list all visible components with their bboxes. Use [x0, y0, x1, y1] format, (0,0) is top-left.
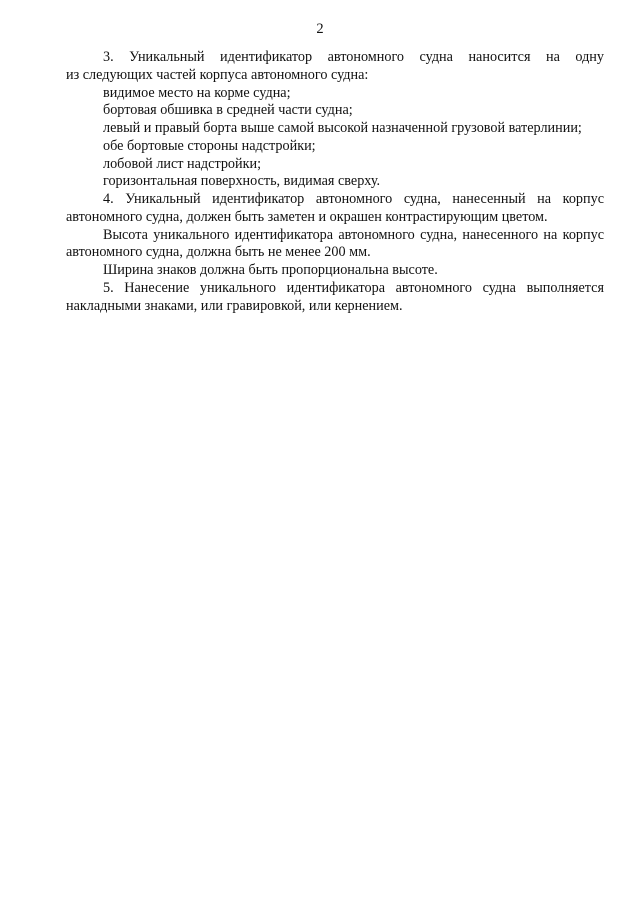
section-3-intro-line-1: 3. Уникальный идентификатор автономного судна наносится на одну	[103, 49, 604, 65]
list-item-superstructure-front: лобовой лист надстройки;	[103, 155, 262, 172]
list-item-horizontal-surface: горизонтальная поверхность, видимая сверху.	[103, 173, 381, 190]
list-item-superstructure-sides: обе бортовые стороны надстройки;	[103, 137, 316, 154]
list-item-stern: видимое место на корме судна;	[103, 84, 291, 101]
section-4-height-paragraph: Высота уникального идентификатора автономного судна, нанесенного на корпус автономного судна, должна быть не менее 200 мм.	[66, 226, 604, 261]
document-body	[66, 49, 604, 315]
list-item-midship-plating: бортовая обшивка в средней части судна;	[103, 102, 353, 119]
section-4-paragraph: 4. Уникальный идентификатор автономного судна, нанесенный на корпус автономного судна, должен быть заметен и окрашен контрастирующим цветом.	[66, 191, 604, 225]
list-item-port-starboard: левый и правый борта выше самой высокой назначенной грузовой ватерлинии;	[103, 120, 582, 136]
page-number: 2	[316, 21, 324, 37]
section-4-width-paragraph: Ширина знаков должна быть пропорциональна высоте.	[103, 262, 438, 278]
section-5-paragraph: 5. Нанесение уникального идентификатора автономного судна выполняется накладными знаками, или гравировкой, или кернением.	[66, 279, 604, 314]
section-3-intro-line-2: из следующих частей корпуса автономного судна:	[66, 66, 369, 83]
